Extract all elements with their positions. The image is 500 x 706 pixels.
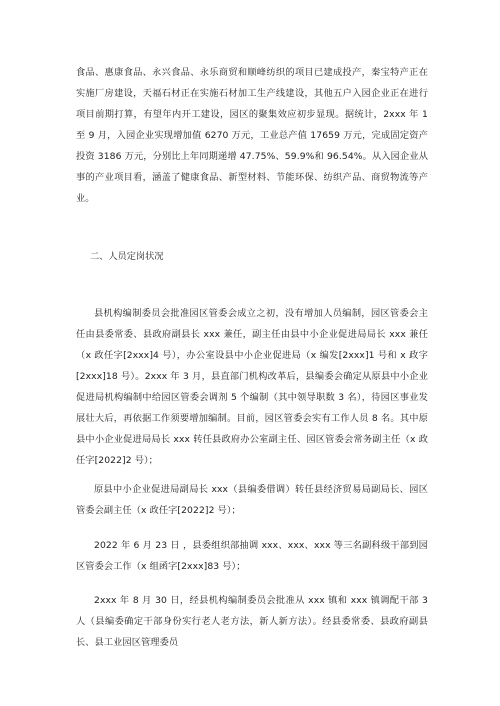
body-paragraph: 2xxx 年 8 月 30 日，经县机构编制委员会批准从 xxx 镇和 xxx 镇调配干部 3 人（县编委确定干部身份实行老人老方法，新人新方法）。经县委常委、县政府副县长、县工业园区管理委员: [76, 595, 428, 648]
body-paragraph: 原县中小企业促进局副局长 xxx（县编委借调）转任县经济贸易局副局长、园区管委会副主任（x 政任字[2022]2 号）；: [76, 484, 428, 516]
body-paragraph: 2022 年 6 月 23 日 ，县委组织部抽调 xxx、xxx、xxx 等三名副科级干部到园区管委会工作（x 组函字[2xxx]83 号）；: [76, 540, 428, 572]
section-heading: 二、人员定岗状况: [90, 251, 164, 262]
body-paragraph: 县机构编制委员会批准园区管委会成立之初，没有增加人员编制，园区管委会主任由县委常委、县政府副县长 xxx 兼任，副主任由县中小企业促进局局长 xxx 兼任（x 政任字[2xxx]4 号），办公室设县中小企业促进局（x 编发[2xxx]1 号和 x 政字[2xxx]18 号）。2xxx 年 3 月，县直部门机构改革后，县编委会确定从原县中小企业促进局机构编制中给园区管委会调剂 5 个编制（其中领导职数 3 名），待园区事业发展壮大后，再依据工作须要增加编制。目前，园区管委会实有工作人员 8 名。其中原县中小企业促进局局长 xxx 转任县政府办公室副主任、园区管委会常务副主任（x 政任字[2022]2 号）；: [76, 308, 428, 466]
body-paragraph: 食品、惠康食品、永兴食品、永乐商贸和顺峰纺织的项目已建成投产，秦宝特产正在实施厂房建设，天福石材正在实施石材加工生产线建设，其他五户入园企业正在进行项目前期打算，有望年内开工建设，园区的聚集效应初步显现。据统计，2xxx 年 1 至 9 月，入园企业实现增加值 6270 万元，工业总产值 17659 万元，完成固定资产投资 3186 万元，分别比上年同期递增 47.75%、59.9%和 96.54%。从入园企业从事的产业项目看，涵盖了健康食品、新型材料、节能环保、纺织产品、商贸物流等产业。: [76, 67, 428, 204]
